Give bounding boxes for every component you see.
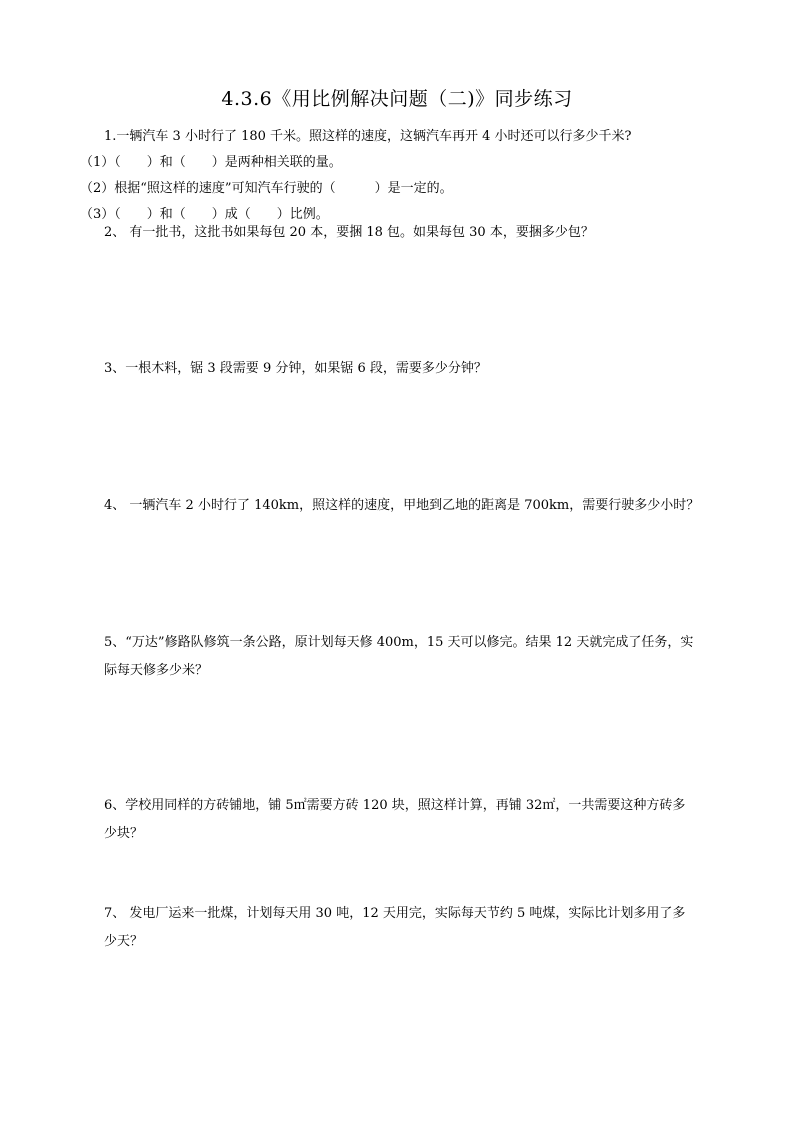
question-text-continued: 少天？	[104, 934, 144, 949]
question-text: 1.一辆汽车 3 小时行了 180 千米。照这样的速度，这辆汽车再开 4 小时还可以行多少千米?	[104, 129, 632, 144]
question-text: 5、“万达”修路队修筑一条公路，原计划每天修 400m，15 天可以修完。结果 12 天就完成了任务，实	[104, 635, 694, 650]
sub-question-2: （2）根据“照这样的速度”可知汽车行驶的（ ）是一定的。	[80, 181, 453, 196]
question-text-continued: 际每天修多少米？	[104, 663, 209, 678]
question-text: 6、学校用同样的方砖铺地，铺 5㎡需要方砖 120 块，照这样计算，再铺 32㎡，一共需要这种方砖多	[104, 798, 686, 813]
question-text: 3、一根木料，锯 3 段需要 9 分钟，如果锯 6 段，需要多少分钟？	[104, 361, 487, 376]
question-text: 7、 发电厂运来一批煤，计划每天用 30 吨，12 天用完，实际每天节约 5 吨煤，实际比计划多用了多	[104, 906, 686, 921]
sub-question-1: （1）（ ）和（ ）是两种相关联的量。	[80, 155, 342, 170]
page-title: 4.3.6《用比例解决问题（二)》同步练习	[221, 88, 573, 110]
question-text: 2、 有一批书，这批书如果每包 20 本，要捆 18 包。如果每包 30 本，要捆多少包？	[104, 225, 594, 240]
sub-question-3: （3）（ ）和（ ）成（ ）比例。	[80, 207, 329, 222]
question-text: 4、 一辆汽车 2 小时行了 140km，照这样的速度，甲地到乙地的距离是 700km，需要行驶多少小时？	[104, 498, 700, 513]
question-text-continued: 少块？	[104, 826, 144, 841]
